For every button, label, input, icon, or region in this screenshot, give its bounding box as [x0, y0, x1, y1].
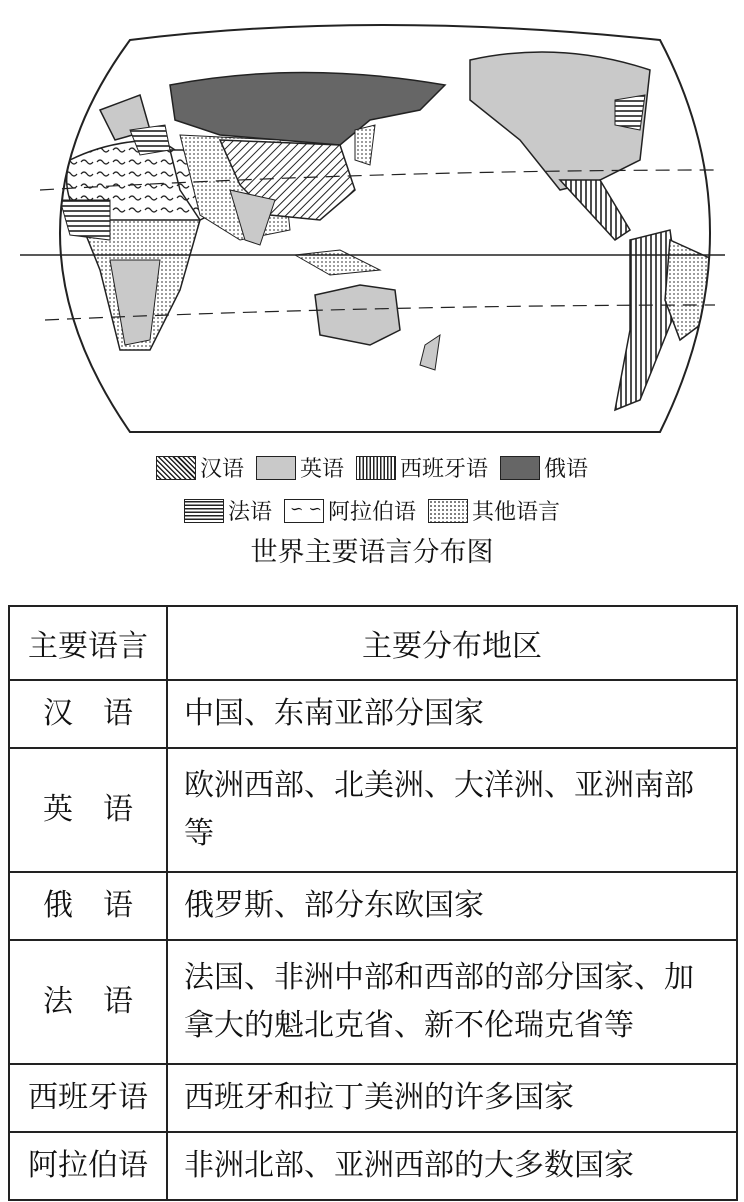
table-row: [9, 940, 737, 1064]
oth-swatch: [428, 499, 468, 523]
regions-cell: 西班牙和拉丁美洲的许多国家: [167, 1064, 737, 1132]
legend-item-ara: ∽ ∽ 阿拉伯语: [284, 495, 416, 526]
language-cell: 法 语: [9, 940, 167, 1064]
table-row: [9, 1064, 737, 1132]
region-french-africa: [60, 200, 110, 240]
regions-cell: 欧洲西部、北美洲、大洋洲、亚洲南部等: [167, 748, 737, 872]
region-english-nz: [420, 335, 440, 370]
region-english-australia: [315, 285, 400, 345]
table-row: [9, 748, 737, 872]
legend-item-han: 汉语: [156, 452, 244, 483]
header-regions: 主要分布地区: [167, 606, 737, 680]
spa-swatch: [356, 456, 396, 480]
table-row: [9, 872, 737, 940]
header-language: 主要语言: [9, 606, 167, 680]
legend-row-1: [0, 452, 744, 483]
legend-item-eng: 英语: [256, 452, 344, 483]
language-table: [8, 605, 738, 1201]
table-row: [9, 1132, 737, 1200]
table-header-row: [9, 606, 737, 680]
region-french-quebec: [615, 95, 645, 130]
language-cell: 俄 语: [9, 872, 167, 940]
regions-cell: 中国、东南亚部分国家: [167, 680, 737, 748]
legend-item-fre: 法语: [184, 495, 272, 526]
language-cell: 英 语: [9, 748, 167, 872]
region-japan: [355, 125, 375, 165]
language-cell: 汉 语: [9, 680, 167, 748]
map-caption: 世界主要语言分布图: [250, 537, 494, 568]
region-spanish-central-america: [560, 180, 630, 240]
legend-item-spa: 西班牙语: [356, 452, 488, 483]
table-row: [9, 680, 737, 748]
region-russian: [170, 73, 445, 146]
fre-swatch: [184, 499, 224, 523]
legend-item-oth: 其他语言: [428, 495, 560, 526]
regions-cell: 法国、非洲中部和西部的部分国家、加拿大的魁北克省、新不伦瑞克省等: [167, 940, 737, 1064]
world-language-map: [0, 0, 744, 440]
language-cell: 阿拉伯语: [9, 1132, 167, 1200]
regions-cell: 非洲北部、亚洲西部的大多数国家: [167, 1132, 737, 1200]
legend-row-2: [0, 495, 744, 526]
ara-swatch: [284, 499, 324, 523]
han-swatch: [156, 456, 196, 480]
legend-item-rus: 俄语: [500, 452, 588, 483]
rus-swatch: [500, 456, 540, 480]
language-cell: 西班牙语: [9, 1064, 167, 1132]
region-se-asia: [295, 250, 380, 275]
regions-cell: 俄罗斯、部分东欧国家: [167, 872, 737, 940]
eng-swatch: [256, 456, 296, 480]
